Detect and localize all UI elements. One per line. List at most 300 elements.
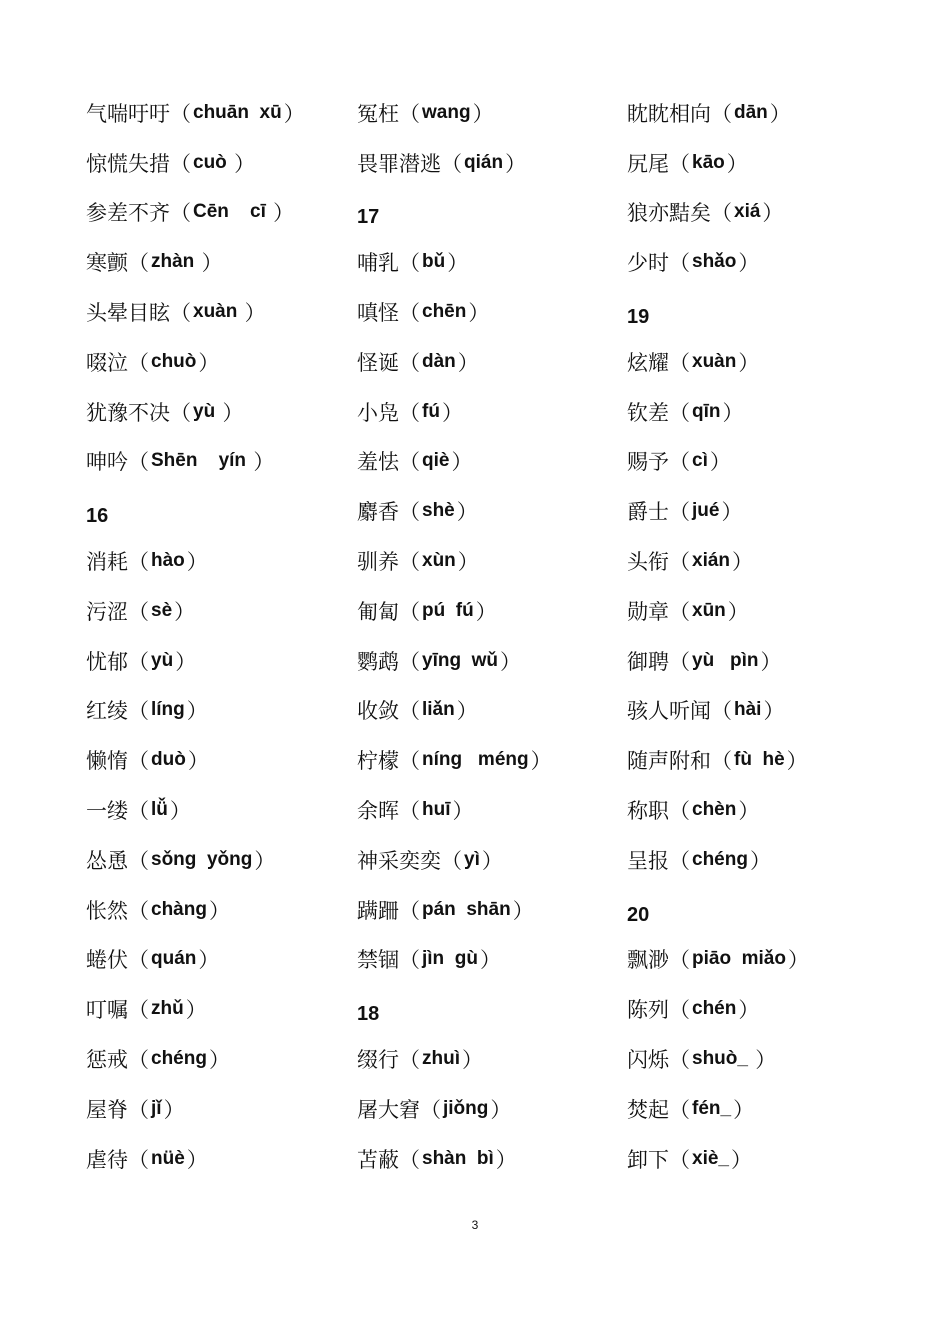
open-paren: （: [399, 301, 420, 326]
pinyin-reading: hào: [151, 550, 185, 572]
pinyin-reading: jìn gù: [422, 948, 478, 970]
vocab-entry: [627, 636, 809, 686]
vocab-word: 飘渺: [627, 948, 669, 973]
vocab-entry: [357, 586, 552, 636]
close-paren: ）: [769, 101, 791, 126]
column-2: [357, 88, 552, 1184]
close-paren: ）: [738, 350, 760, 375]
pinyin-reading: yù: [151, 649, 174, 671]
open-paren: （: [399, 101, 420, 126]
vocab-entry: [86, 237, 305, 287]
open-paren: （: [128, 251, 149, 276]
vocab-word: 虐待: [86, 1147, 128, 1172]
close-paren: ）: [762, 201, 784, 226]
vocab-word: 犹豫不决: [86, 400, 170, 425]
pinyin-reading: qiè: [422, 450, 450, 472]
open-paren: （: [128, 1097, 149, 1122]
open-paren: （: [128, 848, 149, 873]
open-paren: （: [399, 649, 420, 674]
vocab-word: 叮嘱: [86, 998, 128, 1023]
pinyin-reading: sǒng yǒng: [151, 848, 253, 870]
open-paren: （: [128, 898, 149, 923]
close-paren: ）: [738, 998, 760, 1023]
vocab-word: 屋脊: [86, 1097, 128, 1122]
pinyin-reading: xuàn: [193, 301, 243, 323]
vocab-word: 懒惰: [86, 749, 128, 774]
vocab-word: 眈眈相向: [627, 101, 711, 126]
close-paren: ）: [755, 1048, 777, 1073]
open-paren: （: [128, 350, 149, 375]
open-paren: （: [399, 948, 420, 973]
close-paren: ）: [722, 400, 744, 425]
close-paren: ）: [733, 1097, 755, 1122]
open-paren: （: [711, 749, 732, 774]
close-paren: ）: [727, 599, 749, 624]
close-paren: ）: [479, 948, 501, 973]
close-paren: ）: [174, 599, 196, 624]
vocab-entry: [357, 437, 552, 487]
pinyin-reading: xuàn: [692, 350, 737, 372]
vocab-entry: [627, 835, 809, 885]
close-paren: ）: [187, 749, 209, 774]
close-paren: ）: [169, 799, 191, 824]
vocab-entry: [627, 536, 809, 586]
open-paren: （: [711, 699, 732, 724]
open-paren: （: [399, 898, 420, 923]
pinyin-reading: huī: [422, 799, 451, 821]
vocab-word: 忧郁: [86, 649, 128, 674]
close-paren: ）: [787, 948, 809, 973]
vocab-word: 蜷伏: [86, 948, 128, 973]
open-paren: （: [669, 1097, 690, 1122]
pinyin-reading: zhǔ: [151, 998, 184, 1020]
open-paren: （: [669, 1147, 690, 1172]
close-paren: ）: [738, 251, 760, 276]
close-paren: ）: [283, 101, 305, 126]
vocab-word: 一缕: [86, 799, 128, 824]
vocab-entry: [357, 138, 552, 188]
close-paren: ）: [441, 400, 463, 425]
open-paren: （: [399, 450, 420, 475]
vocab-entry: [86, 387, 305, 437]
vocab-word: 鹦鹉: [357, 649, 399, 674]
vocab-entry: [627, 586, 809, 636]
open-paren: （: [669, 799, 690, 824]
vocab-entry: [357, 337, 552, 387]
pinyin-reading: chàng: [151, 898, 207, 920]
section-number: 19: [627, 305, 650, 328]
pinyin-reading: jué: [692, 500, 720, 522]
pinyin-reading: qián: [464, 151, 504, 173]
vocab-entry: [627, 188, 809, 238]
close-paren: ）: [468, 301, 490, 326]
vocab-entry: [627, 735, 809, 785]
open-paren: （: [441, 848, 462, 873]
close-paren: ）: [730, 1147, 752, 1172]
close-paren: ）: [749, 848, 771, 873]
vocab-entry: [86, 536, 305, 586]
vocab-word: 参差不齐: [86, 201, 170, 226]
close-paren: ）: [530, 749, 552, 774]
vocab-word: 柠檬: [357, 749, 399, 774]
open-paren: （: [128, 550, 149, 575]
pinyin-reading: yù: [193, 400, 221, 422]
pinyin-reading: shǎo: [692, 251, 737, 273]
vocab-word: 头晕目眩: [86, 301, 170, 326]
vocab-word: 苫蔽: [357, 1147, 399, 1172]
close-paren: ）: [208, 898, 230, 923]
vocab-word: 呈报: [627, 848, 669, 873]
close-paren: ）: [738, 799, 760, 824]
pinyin-reading: Shēn yín: [151, 450, 252, 472]
open-paren: （: [711, 201, 732, 226]
vocab-word: 勋章: [627, 599, 669, 624]
vocab-entry: [627, 88, 809, 138]
vocab-word: 怪诞: [357, 350, 399, 375]
open-paren: （: [399, 251, 420, 276]
close-paren: ）: [481, 848, 503, 873]
open-paren: （: [669, 848, 690, 873]
open-paren: （: [399, 1048, 420, 1073]
section-number: 16: [86, 505, 109, 528]
vocab-word: 小凫: [357, 400, 399, 425]
close-paren: ）: [505, 151, 527, 176]
vocab-word: 气喘吁吁: [86, 101, 170, 126]
vocab-word: 冤枉: [357, 101, 399, 126]
pinyin-reading: cì: [692, 450, 708, 472]
close-paren: ）: [185, 998, 207, 1023]
close-paren: ）: [451, 450, 473, 475]
vocab-word: 御聘: [627, 649, 669, 674]
vocab-word: 屠大窘: [357, 1097, 420, 1122]
close-paren: ）: [198, 948, 220, 973]
open-paren: （: [128, 948, 149, 973]
vocab-word: 称职: [627, 799, 669, 824]
pinyin-reading: duò: [151, 749, 186, 771]
vocab-word: 麝香: [357, 500, 399, 525]
pinyin-reading: cuò: [193, 151, 233, 173]
vocab-word: 怅然: [86, 898, 128, 923]
pinyin-reading: chuò: [151, 350, 197, 372]
vocab-word: 啜泣: [86, 350, 128, 375]
close-paren: ）: [500, 649, 521, 674]
column-3: [627, 88, 809, 1184]
section-heading: [86, 486, 305, 536]
vocab-entry: [357, 486, 552, 536]
vocab-entry: [86, 586, 305, 636]
pinyin-reading: zhuì: [422, 1048, 460, 1070]
close-paren: ）: [786, 749, 808, 774]
section-number: 20: [627, 903, 650, 926]
close-paren: ）: [457, 350, 479, 375]
close-paren: ）: [253, 450, 275, 475]
vocab-entry: [357, 237, 552, 287]
close-paren: ）: [208, 1048, 230, 1073]
vocab-word: 钦差: [627, 400, 669, 425]
vocab-entry: [357, 835, 552, 885]
vocab-entry: [86, 88, 305, 138]
vocab-word: 陈列: [627, 998, 669, 1023]
vocab-entry: [627, 785, 809, 835]
vocab-word: 狼亦黠矣: [627, 201, 711, 226]
open-paren: （: [170, 151, 191, 176]
close-paren: ）: [475, 599, 497, 624]
pinyin-reading: nüè: [151, 1147, 185, 1169]
vocab-entry: [627, 686, 809, 736]
open-paren: （: [170, 101, 191, 126]
close-paren: ）: [201, 251, 223, 276]
close-paren: ）: [198, 350, 220, 375]
vocab-entry: [357, 785, 552, 835]
open-paren: （: [669, 550, 690, 575]
vocab-word: 惊慌失措: [86, 151, 170, 176]
vocab-word: 骇人听闻: [627, 699, 711, 724]
vocab-entry: [627, 1084, 809, 1134]
open-paren: （: [128, 1147, 149, 1172]
close-paren: ）: [234, 151, 256, 176]
vocab-entry: [86, 188, 305, 238]
vocab-entry: [86, 984, 305, 1034]
vocab-entry: [627, 437, 809, 487]
pinyin-reading: zhàn: [151, 251, 200, 273]
open-paren: （: [669, 948, 690, 973]
close-paren: ）: [452, 799, 474, 824]
pinyin-reading: fù hè: [734, 749, 785, 771]
close-paren: ）: [709, 450, 731, 475]
pinyin-reading: bǔ: [422, 251, 446, 273]
vocab-word: 随声附和: [627, 749, 711, 774]
vocab-word: 神采奕奕: [357, 848, 441, 873]
close-paren: ）: [462, 1048, 483, 1073]
vocab-word: 少时: [627, 251, 669, 276]
vocab-word: 闪烁: [627, 1048, 669, 1073]
pinyin-reading: sè: [151, 599, 173, 621]
close-paren: ）: [760, 649, 782, 674]
pinyin-reading: xiá: [734, 201, 761, 223]
pinyin-reading: yīng wǔ: [422, 649, 498, 671]
close-paren: ）: [726, 151, 748, 176]
vocab-entry: [86, 785, 305, 835]
pinyin-reading: piāo miǎo: [692, 948, 786, 970]
vocab-entry: [357, 885, 552, 935]
close-paren: ）: [456, 699, 478, 724]
vocab-entry: [357, 287, 552, 337]
vocab-word: 收敛: [357, 699, 399, 724]
open-paren: （: [128, 649, 149, 674]
section-heading: [357, 984, 552, 1034]
vocab-entry: [357, 686, 552, 736]
vocab-word: 嗔怪: [357, 301, 399, 326]
open-paren: （: [669, 1048, 690, 1073]
vocab-word: 惩戒: [86, 1048, 128, 1073]
vocab-entry: [86, 686, 305, 736]
open-paren: （: [399, 350, 420, 375]
vocab-entry: [627, 486, 809, 536]
vocab-word: 缀行: [357, 1048, 399, 1073]
vocab-entry: [627, 337, 809, 387]
open-paren: （: [399, 749, 420, 774]
open-paren: （: [669, 400, 690, 425]
section-number: 18: [357, 1003, 380, 1026]
pinyin-reading: jiǒng: [443, 1097, 489, 1119]
open-paren: （: [711, 101, 732, 126]
close-paren: ）: [763, 699, 785, 724]
pinyin-reading: chuān xū: [193, 101, 282, 123]
vocab-word: 红绫: [86, 699, 128, 724]
vocab-word: 禁锢: [357, 948, 399, 973]
vocab-entry: [357, 935, 552, 985]
open-paren: （: [128, 998, 149, 1023]
open-paren: （: [669, 599, 690, 624]
vocab-entry: [357, 88, 552, 138]
pinyin-reading: pú fú: [422, 599, 474, 621]
vocab-entry: [357, 1134, 552, 1184]
section-number: 17: [357, 206, 380, 229]
vocab-word: 哺乳: [357, 251, 399, 276]
vocab-word: 赐予: [627, 450, 669, 475]
vocab-entry: [86, 636, 305, 686]
pinyin-reading: chèn: [692, 799, 737, 821]
open-paren: （: [669, 151, 690, 176]
vocab-entry: [357, 536, 552, 586]
pinyin-reading: chéng: [692, 848, 748, 870]
vocab-word: 消耗: [86, 550, 128, 575]
open-paren: （: [128, 699, 149, 724]
open-paren: （: [399, 599, 420, 624]
vocab-word: 寒颤: [86, 251, 128, 276]
close-paren: ）: [457, 550, 479, 575]
open-paren: （: [669, 998, 690, 1023]
vocab-entry: [86, 1034, 305, 1084]
vocab-entry: [627, 935, 809, 985]
vocab-entry: [86, 1084, 305, 1134]
vocab-word: 炫耀: [627, 350, 669, 375]
pinyin-reading: dàn: [422, 350, 456, 372]
close-paren: ）: [186, 699, 208, 724]
section-heading: [627, 287, 809, 337]
vocab-word: 余晖: [357, 799, 399, 824]
vocab-word: 焚起: [627, 1097, 669, 1122]
close-paren: ）: [721, 500, 743, 525]
close-paren: ）: [490, 1097, 512, 1122]
open-paren: （: [399, 1147, 420, 1172]
open-paren: （: [128, 599, 149, 624]
pinyin-reading: líng: [151, 699, 185, 721]
pinyin-reading: xūn: [692, 599, 726, 621]
vocab-word: 驯养: [357, 550, 399, 575]
open-paren: （: [399, 400, 420, 425]
open-paren: （: [669, 649, 690, 674]
close-paren: ）: [512, 898, 534, 923]
pinyin-reading: fén_: [692, 1097, 732, 1119]
vocab-entry: [86, 337, 305, 387]
close-paren: ）: [447, 251, 469, 276]
open-paren: （: [399, 550, 420, 575]
pinyin-reading: fú: [422, 400, 440, 422]
vocab-word: 匍匐: [357, 599, 399, 624]
close-paren: ）: [175, 649, 197, 674]
pinyin-reading: Cēn cī: [193, 201, 272, 223]
pinyin-reading: dān: [734, 101, 768, 123]
column-1: [86, 88, 305, 1184]
vocab-entry: [627, 387, 809, 437]
close-paren: ）: [472, 101, 494, 126]
vocab-entry: [357, 636, 552, 686]
close-paren: ）: [244, 301, 266, 326]
vocab-entry: [627, 1134, 809, 1184]
pinyin-reading: kāo: [692, 151, 725, 173]
open-paren: （: [669, 500, 690, 525]
open-paren: （: [441, 151, 462, 176]
vocab-entry: [357, 1034, 552, 1084]
open-paren: （: [399, 500, 420, 525]
vocab-entry: [86, 835, 305, 885]
vocab-entry: [86, 138, 305, 188]
vocab-word: 畏罪潜逃: [357, 151, 441, 176]
page-number: 3: [471, 1218, 479, 1232]
section-heading: [357, 188, 552, 238]
close-paren: ）: [222, 400, 244, 425]
vocab-word: 羞怯: [357, 450, 399, 475]
open-paren: （: [669, 350, 690, 375]
pinyin-reading: shè: [422, 500, 455, 522]
pinyin-reading: liǎn: [422, 699, 455, 721]
close-paren: ）: [163, 1097, 185, 1122]
close-paren: ）: [456, 500, 478, 525]
vocab-entry: [627, 1034, 809, 1084]
open-paren: （: [170, 301, 191, 326]
open-paren: （: [399, 699, 420, 724]
pinyin-reading: jǐ: [151, 1097, 162, 1119]
open-paren: （: [170, 400, 191, 425]
vocab-entry: [86, 437, 305, 487]
open-paren: （: [399, 799, 420, 824]
vocab-entry: [86, 935, 305, 985]
close-paren: ）: [254, 848, 276, 873]
pinyin-reading: wang: [422, 101, 471, 123]
vocab-entry: [357, 1084, 552, 1134]
vocab-entry: [86, 735, 305, 785]
vocab-word: 呻吟: [86, 450, 128, 475]
vocab-word: 卸下: [627, 1147, 669, 1172]
vocab-word: 怂恿: [86, 848, 128, 873]
vocab-entry: [627, 237, 809, 287]
open-paren: （: [128, 799, 149, 824]
pinyin-reading: níng méng: [422, 749, 529, 771]
open-paren: （: [170, 201, 191, 226]
vocab-word: 头衔: [627, 550, 669, 575]
pinyin-reading: quán: [151, 948, 197, 970]
pinyin-reading: xùn: [422, 550, 456, 572]
pinyin-reading: yù pìn: [692, 649, 759, 671]
pinyin-reading: chéng: [151, 1048, 207, 1070]
pinyin-reading: lǚ: [151, 799, 168, 821]
open-paren: （: [669, 251, 690, 276]
vocab-entry: [86, 287, 305, 337]
vocab-entry: [86, 885, 305, 935]
pinyin-reading: xiè_: [692, 1147, 729, 1169]
vocab-word: 尻尾: [627, 151, 669, 176]
close-paren: ）: [186, 1147, 208, 1172]
open-paren: （: [669, 450, 690, 475]
pinyin-reading: chén: [692, 998, 737, 1020]
open-paren: （: [128, 749, 149, 774]
pinyin-reading: chēn: [422, 301, 467, 323]
vocab-entry: [627, 138, 809, 188]
vocab-entry: [357, 735, 552, 785]
vocab-word: 污涩: [86, 599, 128, 624]
open-paren: （: [128, 1048, 149, 1073]
